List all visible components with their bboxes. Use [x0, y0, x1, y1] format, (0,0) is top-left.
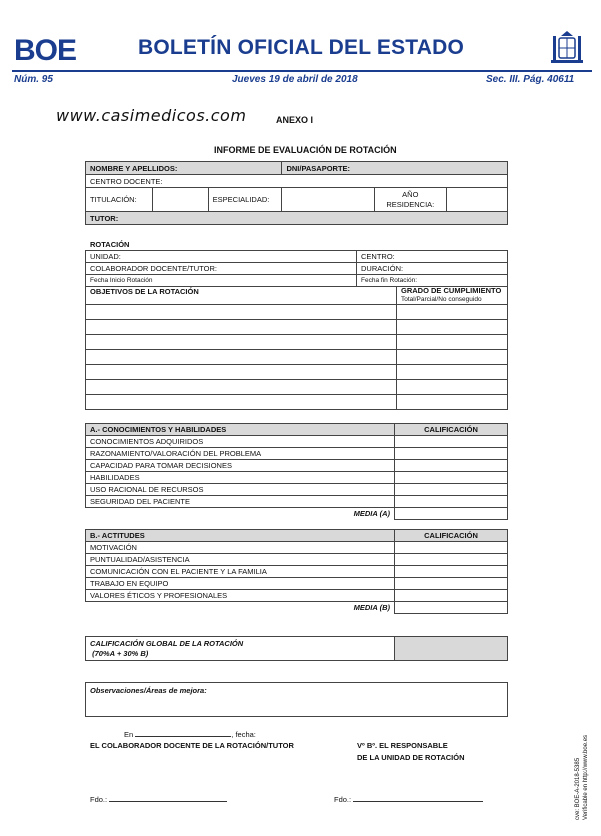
observations-table: [85, 682, 508, 717]
section-a-table: [85, 423, 508, 520]
dni-label: DNI/PASAPORTE:: [282, 162, 508, 175]
verification-url[interactable]: Verificable en http://www.boe.es: [583, 734, 589, 820]
objective-row[interactable]: [86, 320, 397, 335]
grade-label: GRADO DE CUMPLIMIENTO Total/Parcial/No conseguido: [397, 287, 508, 305]
section-b-table: [85, 529, 508, 614]
objective-row[interactable]: [86, 305, 397, 320]
section-b-item: TRABAJO EN EQUIPO: [86, 578, 395, 590]
score-cell[interactable]: [395, 542, 508, 554]
objective-row[interactable]: [86, 350, 397, 365]
objective-row[interactable]: [86, 395, 397, 410]
section-a-item: RAZONAMIENTO/VALORACIÓN DEL PROBLEMA: [86, 448, 395, 460]
collaborator-signature-field[interactable]: [109, 801, 227, 802]
identification-table: [85, 161, 508, 225]
score-cell[interactable]: [395, 472, 508, 484]
section-a-item: SEGURIDAD DEL PACIENTE: [86, 496, 395, 508]
cve-label: cve: BOE-A-2018-5385: [575, 757, 581, 820]
header-divider: [12, 70, 592, 72]
score-cell[interactable]: [395, 496, 508, 508]
global-score-label: CALIFICACIÓN GLOBAL DE LA ROTACIÓN (70%A + 30% B): [86, 637, 395, 661]
objectives-table: [85, 286, 508, 410]
specialty-field[interactable]: [282, 188, 375, 212]
section-a-item: HABILIDADES: [86, 472, 395, 484]
score-cell[interactable]: [395, 554, 508, 566]
section-b-title: B.- ACTITUDES: [86, 530, 395, 542]
score-cell[interactable]: [395, 448, 508, 460]
mean-b-label: MEDIA (B): [353, 603, 390, 613]
center-label: CENTRO DOCENTE:: [86, 175, 508, 188]
responsible-signature-field[interactable]: [353, 801, 483, 802]
watermark: www.casimedicos.com: [56, 106, 247, 125]
degree-label: TITULACIÓN:: [86, 188, 153, 212]
section-b-score-header: CALIFICACIÓN: [395, 530, 508, 542]
mean-b-cell[interactable]: [395, 602, 508, 614]
grade-cell[interactable]: [397, 320, 508, 335]
residence-year-label: AÑO RESIDENCIA:: [374, 188, 446, 212]
grade-cell[interactable]: [397, 365, 508, 380]
objective-row[interactable]: [86, 335, 397, 350]
responsible-label-1: Vº Bº. EL RESPONSABLE: [357, 741, 448, 750]
unit-label: UNIDAD:: [86, 251, 357, 263]
section-a-item: CONOCIMIENTOS ADQUIRIDOS: [86, 436, 395, 448]
collaborator-label: COLABORADOR DOCENTE/TUTOR:: [86, 263, 357, 275]
place-date-line: En , fecha:: [124, 730, 256, 739]
section-b-item: PUNTUALIDAD/ASISTENCIA: [86, 554, 395, 566]
grade-cell[interactable]: [397, 335, 508, 350]
boe-logo: BOE: [14, 34, 77, 67]
global-score-table: [85, 636, 508, 661]
score-cell[interactable]: [395, 436, 508, 448]
degree-field[interactable]: [152, 188, 208, 212]
score-cell[interactable]: [395, 590, 508, 602]
issue-number: Núm. 95: [14, 74, 53, 85]
name-label: NOMBRE Y APELLIDOS:: [86, 162, 282, 175]
score-cell[interactable]: [395, 578, 508, 590]
grade-cell[interactable]: [397, 395, 508, 410]
place-field[interactable]: [135, 736, 231, 737]
grade-cell[interactable]: [397, 305, 508, 320]
responsible-label-2: DE LA UNIDAD DE ROTACIÓN: [357, 753, 465, 762]
section-b-item: VALORES ÉTICOS Y PROFESIONALES: [86, 590, 395, 602]
end-date-label: Fecha fin Rotación:: [357, 275, 508, 287]
section-b-item: COMUNICACIÓN CON EL PACIENTE Y LA FAMILIA: [86, 566, 395, 578]
duration-label: DURACIÓN:: [357, 263, 508, 275]
section-b-item: MOTIVACIÓN: [86, 542, 395, 554]
grade-cell[interactable]: [397, 350, 508, 365]
mean-a-label: MEDIA (A): [353, 509, 390, 519]
page-title: BOLETÍN OFICIAL DEL ESTADO: [138, 36, 465, 59]
coat-of-arms-icon: [550, 28, 584, 66]
mean-a-cell[interactable]: [395, 508, 508, 520]
annex-title: ANEXO I: [276, 115, 314, 125]
tutor-label: TUTOR:: [86, 212, 508, 225]
residence-year-field[interactable]: [446, 188, 507, 212]
issue-date: Jueves 19 de abril de 2018: [232, 74, 358, 85]
objective-row[interactable]: [86, 365, 397, 380]
score-cell[interactable]: [395, 460, 508, 472]
rotation-table: [85, 250, 508, 287]
global-score-cell[interactable]: [395, 637, 508, 661]
section-a-score-header: CALIFICACIÓN: [395, 424, 508, 436]
section-a-item: CAPACIDAD PARA TOMAR DECISIONES: [86, 460, 395, 472]
verification-sidebar: [574, 700, 590, 820]
grade-cell[interactable]: [397, 380, 508, 395]
section-a-title: A.- CONOCIMIENTOS Y HABILIDADES: [86, 424, 395, 436]
rotation-heading: ROTACIÓN: [90, 240, 130, 249]
start-date-label: Fecha Inicio Rotación: [86, 275, 357, 287]
specialty-label: ESPECIALIDAD:: [208, 188, 282, 212]
section-a-item: USO RACIONAL DE RECURSOS: [86, 484, 395, 496]
score-cell[interactable]: [395, 566, 508, 578]
report-title: INFORME DE EVALUACIÓN DE ROTACIÓN: [214, 145, 397, 155]
rotation-center-label: CENTRO:: [357, 251, 508, 263]
score-cell[interactable]: [395, 484, 508, 496]
objectives-label: OBJETIVOS DE LA ROTACIÓN: [86, 287, 397, 305]
collaborator-signature-line: Fdo.:: [90, 795, 227, 804]
section-page: Sec. III. Pág. 40611: [486, 74, 575, 85]
objective-row[interactable]: [86, 380, 397, 395]
responsible-signature-line: Fdo.:: [334, 795, 483, 804]
observations-field[interactable]: Observaciones/Áreas de mejora:: [86, 683, 508, 717]
collaborator-signature-label: EL COLABORADOR DOCENTE DE LA ROTACIÓN/TUTOR: [90, 741, 294, 750]
